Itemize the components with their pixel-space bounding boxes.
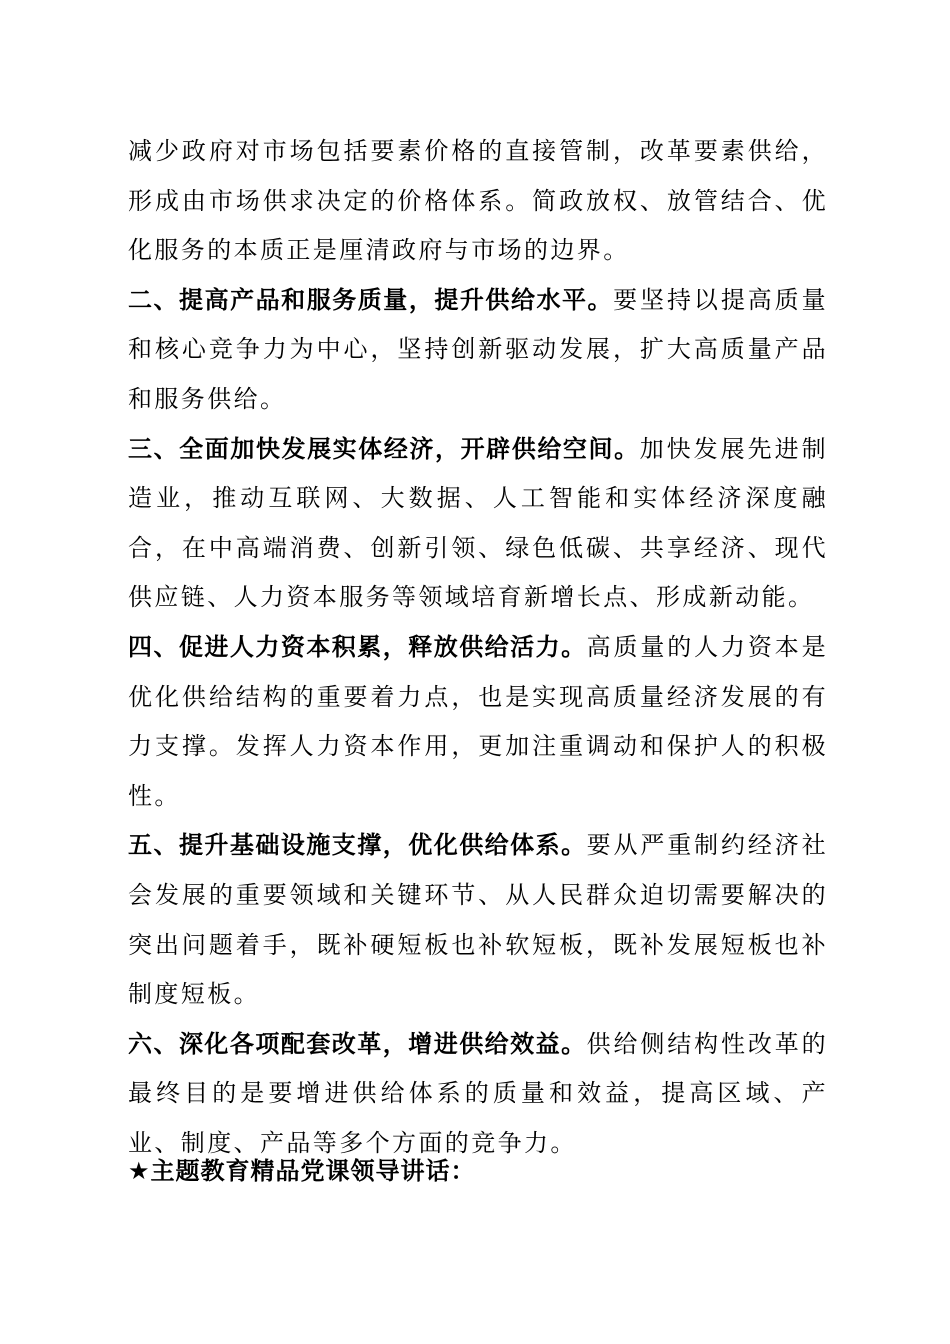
section-paragraph-2 — [128, 276, 828, 425]
closing-title: ★主题教育精品党课领导讲话： — [128, 1157, 476, 1185]
document-body — [128, 127, 828, 1168]
section-heading: 六、深化各项配套改革，增进供给效益。 — [128, 1029, 587, 1058]
section-heading: 三、全面加快发展实体经济，开辟供给空间。 — [128, 434, 640, 463]
section-heading: 四、促进人力资本积累，释放供给活力。 — [128, 632, 587, 661]
section-paragraph-4 — [128, 623, 828, 821]
section-paragraph-5 — [128, 821, 828, 1019]
section-body: 要从严重制约经济社会发展的重要领域和关键环节、从人民群众迫切需要解决的突出问题着手，既补硬短板也补软短板，既补发展短板也补制度短板。 — [128, 831, 828, 1009]
section-heading: 五、提升基础设施支撑，优化供给体系。 — [128, 831, 587, 860]
section-paragraph-3 — [128, 425, 828, 623]
section-body: 高质量的人力资本是优化供给结构的重要着力点，也是实现高质量经济发展的有力支撑。发挥人力资本作用，更加注重调动和保护人的积极性。 — [128, 632, 828, 810]
section-body: 要坚持以提高质量和核心竞争力为中心，坚持创新驱动发展，扩大高质量产品和服务供给。 — [128, 285, 829, 413]
intro-paragraph: 减少政府对市场包括要素价格的直接管制，改革要素供给，形成由市场供求决定的价格体系。简政放权、放管结合、优化服务的本质正是厘清政府与市场的边界。 — [128, 137, 828, 265]
section-body: 加快发展先进制造业，推动互联网、大数据、人工智能和实体经济深度融合，在中高端消费、创新引领、绿色低碳、共享经济、现代供应链、人力资本服务等领域培育新增长点、形成新动能。 — [128, 434, 828, 612]
section-heading: 二、提高产品和服务质量，提升供给水平。 — [128, 285, 614, 314]
section-body: 供给侧结构性改革的最终目的是要增进供给体系的质量和效益，提高区域、产业、制度、产品等多个方面的竞争力。 — [128, 1029, 828, 1157]
